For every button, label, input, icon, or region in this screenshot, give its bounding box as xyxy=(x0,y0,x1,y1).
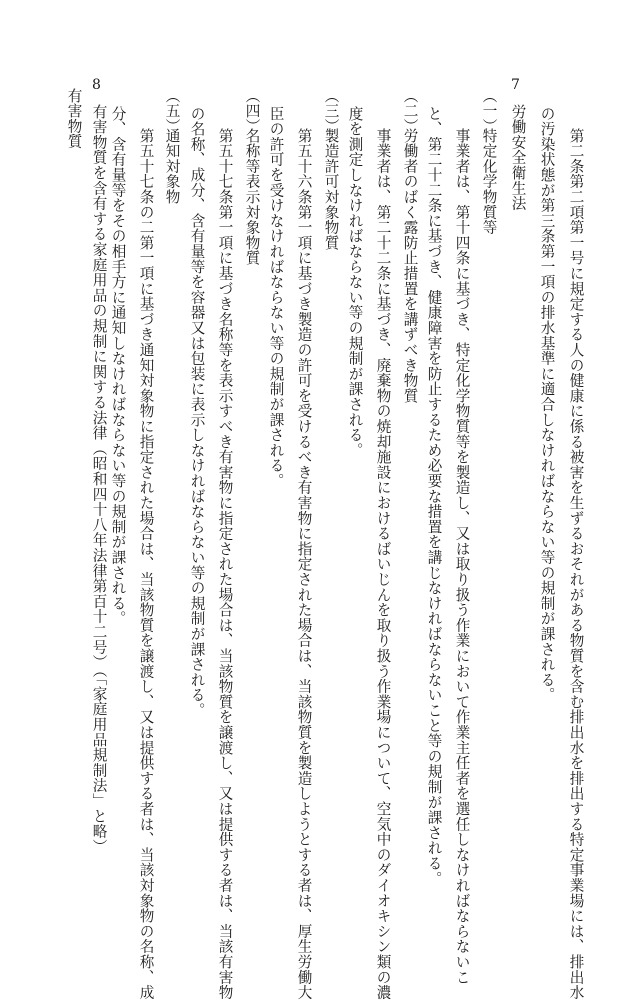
text-line-8: 臣の許可を受けなければならない等の規制が課される。 xyxy=(267,106,285,489)
text-line-2: の汚染状態が第三条第一項の排水基準に適合しなければならない等の規制が課される。 xyxy=(538,106,556,703)
section-title-8: 有害物質を含有する家庭用品の規制に関する法律（昭和四十八年法律第百十二号）（「家庭用品規制法」と略） xyxy=(90,104,108,855)
subsection-title-3: 製造許可対象物質 xyxy=(322,128,340,251)
text-line-7: 第五十六条第一項に基づき製造の許可を受けるべき有害物に指定された場合は、当該物質を製造しようとする者は、厚生労働大 xyxy=(295,128,313,1000)
text-line-1: 第二条第二項第一号に規定する人の健康に係る被害を生ずるおそれがある物質を含む排出水を排出する特定事業場には、排出水 xyxy=(567,128,585,1000)
text-line-12: 分、含有量等をその相手方に通知しなければならない等の規制が課される。 xyxy=(109,106,127,627)
subsection-marker-4: （四） xyxy=(243,88,261,134)
subsection-marker-2: （二） xyxy=(401,88,419,134)
subsection-title-2: 労働者のばく露防止措置を講ずべき物質 xyxy=(401,128,419,404)
section-title-7: 労働安全衛生法 xyxy=(509,104,527,212)
text-line-9: 第五十七条第一項に基づき名称等を表示すべき有害物に指定された場合は、当該物質を譲渡し、又は提供する者は、当該有害物 xyxy=(216,128,234,1000)
subsection-marker-5: （五） xyxy=(163,88,181,134)
text-line-11: 第五十七条の二第一項に基づき通知対象物に指定された場合は、当該物質を譲渡し、又は提供する者は、当該対象物の名称、成 xyxy=(137,128,155,1000)
text-line-6: 度を測定しなければならない等の規制が課される。 xyxy=(346,106,364,458)
subsection-title-4: 名称等表示対象物質 xyxy=(243,128,261,266)
text-line-5: 事業者は、第二十二条に基づき、廃棄物の焼却施設におけるばいじんを取り扱う作業場について、空気中のダイオキシン類の濃 xyxy=(374,128,392,1000)
text-line-10: の名称、成分、含有量等を容器又は包装に表示しなければならない等の規制が課される。 xyxy=(188,106,206,718)
subsection-title-5: 通知対象物 xyxy=(163,128,181,205)
subsection-marker-1: （一） xyxy=(480,88,498,134)
section-number-8: 8 xyxy=(92,77,101,93)
section-number-7: 7 xyxy=(511,77,520,93)
text-line-4: と、第二十二条に基づき、健康障害を防止するため必要な措置を講じなければならないこと等の規制が課される。 xyxy=(425,106,443,887)
subsection-title-1: 特定化学物質等 xyxy=(480,128,498,236)
subsection-marker-3: （三） xyxy=(322,88,340,134)
text-line-3: 事業者は、第十四条に基づき、特定化学物質等を製造し、又は取り扱う作業において作業主任者を選任しなければならないこ xyxy=(453,128,471,985)
subsection-title-hazardous: 有害物質 xyxy=(65,88,83,150)
